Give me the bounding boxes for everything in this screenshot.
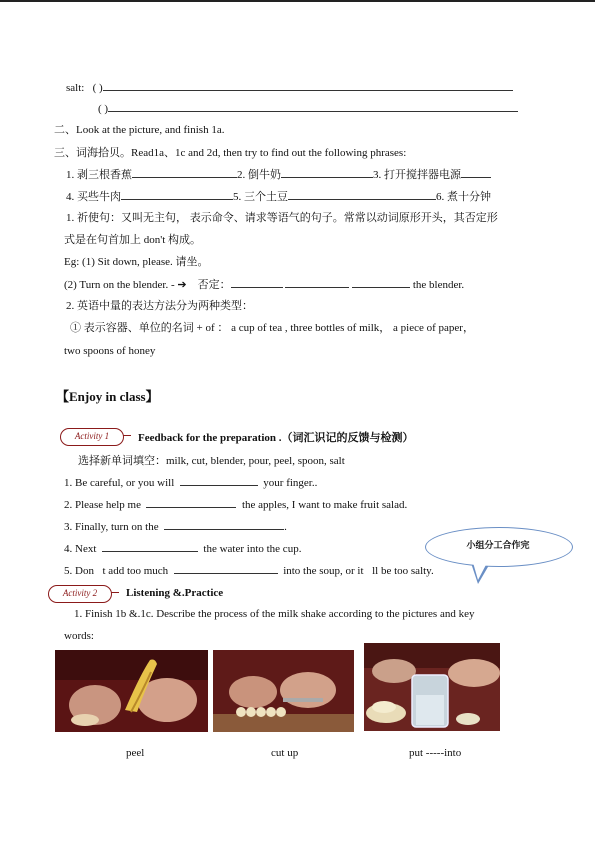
grammar-line-5: two spoons of honey: [64, 345, 156, 357]
phrase-row-2: [66, 189, 491, 204]
grammar-example-2: [64, 277, 464, 292]
question-4-blank[interactable]: [102, 541, 198, 552]
question-4-end: the water into the cup.: [203, 543, 302, 555]
question-1-start: 1. Be careful, or you will: [64, 477, 175, 489]
salt-line-1: [66, 80, 513, 95]
question-3-end: .: [284, 521, 287, 533]
grammar-line-4: ① 表示容器、单位的名词 + of ： a cup of tea , three bottles of milk， a piece of paper，: [70, 322, 474, 334]
salt-paren-1: ( ): [92, 82, 103, 94]
top-rule: [0, 0, 595, 2]
item-3: 三、词海拾贝。Read1a、1c and 2d, then try to find out the following phrases:: [54, 147, 407, 159]
activity-2-instruction-1: 1. Finish 1b &.1c. Describe the process of the milk shake according to the pictures and key: [74, 608, 475, 620]
salt-paren-2: ( ): [98, 103, 109, 115]
question-2: [64, 497, 407, 512]
salt-label: salt:: [66, 82, 85, 94]
question-3: [64, 519, 287, 534]
phrase-2-blank[interactable]: [281, 167, 373, 178]
question-1: [64, 475, 317, 490]
phrase-3: 3. 打开搅拌器电源: [373, 169, 461, 181]
question-2-end: the apples, I want to make fruit salad.: [241, 499, 408, 511]
question-2-start: 2. Please help me: [64, 499, 141, 511]
caption-peel: peel: [126, 747, 145, 759]
negative-blank-3[interactable]: [352, 277, 410, 288]
phrase-3-blank[interactable]: [461, 167, 491, 178]
cut-up-photo: [213, 650, 354, 732]
example-2-end: the blender.: [412, 279, 465, 291]
put-into-photo: [364, 643, 500, 731]
phrase-1: 1. 剥三根香蕉: [66, 169, 132, 181]
activity-1-title: Feedback for the preparation .（词汇识记的反馈与检测）: [138, 432, 414, 444]
phrase-5-blank[interactable]: [288, 189, 436, 200]
activity-2-instruction-2: words:: [64, 630, 94, 642]
grammar-example-1: Eg: (1) Sit down, please. 请坐。: [64, 256, 209, 268]
activity-1-badge: Activity 1: [60, 428, 124, 446]
negative-blank-1[interactable]: [231, 277, 283, 288]
salt-blank-2[interactable]: [108, 101, 518, 112]
phrase-4-blank[interactable]: [121, 189, 233, 200]
negative-label: 否定：: [197, 279, 231, 291]
grammar-line-2: 式是在句首加上 don't 构成。: [64, 234, 202, 246]
example-2-text: (2) Turn on the blender. -: [64, 279, 175, 291]
phrase-5: 5. 三个土豆: [233, 191, 288, 203]
question-5-start: 5. Don t add too much: [64, 565, 169, 577]
question-3-start: 3. Finally, turn on the: [64, 521, 159, 533]
bubble-text: 小组分工合作完: [466, 541, 530, 551]
salt-blank-1[interactable]: [103, 80, 513, 91]
phrase-2: 2. 倒牛奶: [237, 169, 281, 181]
phrase-row-1: [66, 167, 491, 182]
activity-2-badge: Activity 2: [48, 585, 112, 603]
grammar-line-3: 2. 英语中量的表达方法分为两种类型：: [66, 300, 253, 312]
caption-cut-up: cut up: [271, 747, 299, 759]
phrase-4: 4. 买些牛肉: [66, 191, 121, 203]
activity-2-title: Listening &.Practice: [126, 587, 224, 599]
peel-photo: [55, 650, 208, 732]
question-1-blank[interactable]: [180, 475, 258, 486]
question-4-start: 4. Next: [64, 543, 97, 555]
question-2-blank[interactable]: [146, 497, 236, 508]
caption-put-into: put -----into: [409, 747, 462, 759]
question-3-blank[interactable]: [164, 519, 284, 530]
question-4: [64, 541, 301, 556]
item-2: 二、Look at the picture, and finish 1a.: [54, 124, 225, 136]
question-5: [64, 563, 434, 578]
bubble-tail-inner: [472, 559, 489, 580]
grammar-line-1: 1. 祈使句：又叫无主句， 表示命令、请求等语气的句子。常常以动词原形开头，其否定形: [66, 212, 498, 224]
salt-line-2: [98, 101, 518, 116]
question-5-end: into the soup, or it ll be too salty.: [283, 565, 434, 577]
negative-blank-2[interactable]: [285, 277, 349, 288]
section-heading: 【Enjoy in class】: [56, 389, 159, 404]
phrase-1-blank[interactable]: [132, 167, 237, 178]
question-1-end: your finger..: [263, 477, 318, 489]
phrase-6: 6. 煮十分钟: [436, 191, 491, 203]
arrow-icon: ➔: [177, 279, 187, 291]
question-5-blank[interactable]: [174, 563, 278, 574]
activity-1-instruction: 选择新单词填空：milk, cut, blender, pour, peel, spoon, salt: [78, 455, 345, 467]
